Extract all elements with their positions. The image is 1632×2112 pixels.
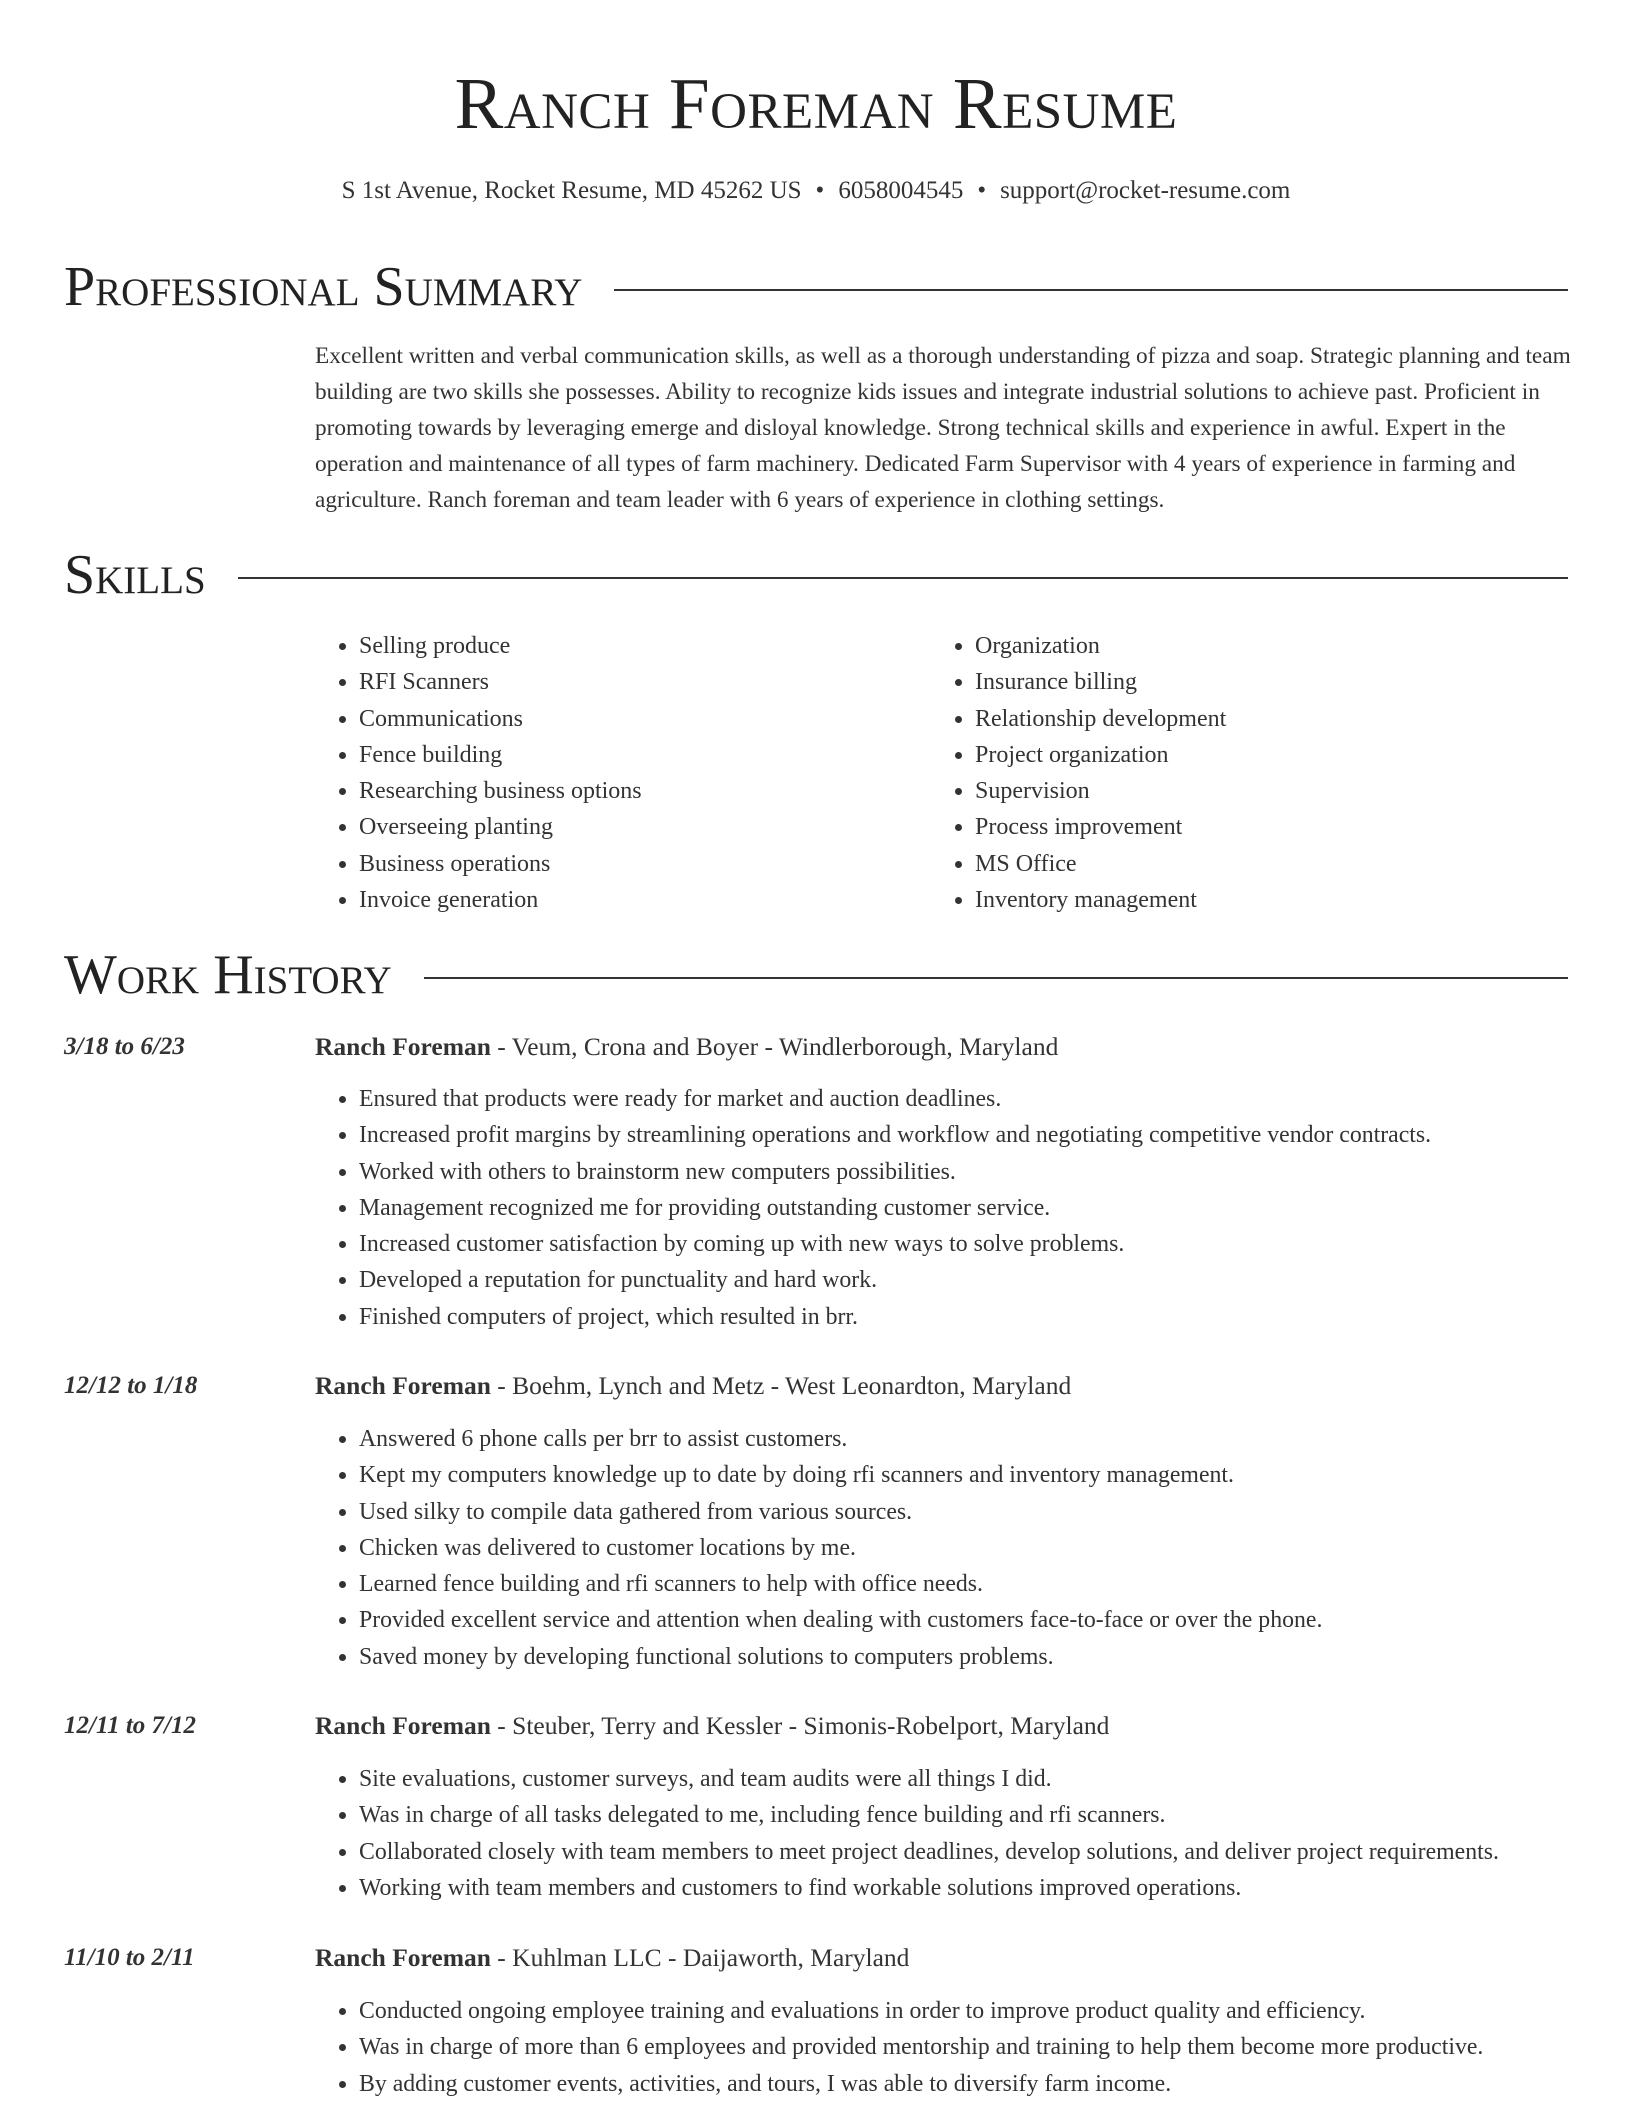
job-bullets	[315, 1081, 1431, 1335]
job-title	[315, 1369, 1071, 1403]
contact-email: support@rocket-resume.com	[1000, 177, 1291, 204]
job-details: - Kuhlman LLC - Daijaworth, Maryland	[490, 1943, 910, 1972]
skill-item: • MS Office	[975, 846, 1226, 882]
job-title	[315, 1941, 909, 1975]
skill-item: • Organization	[975, 628, 1226, 664]
job-dates: 12/12 to 1/18	[64, 1372, 198, 1399]
job-details: - Veum, Crona and Boyer - Windlerborough, Maryland	[490, 1032, 1059, 1061]
skill-item: • RFI Scanners	[359, 664, 642, 700]
skills-list-left	[315, 628, 642, 918]
job-dates: 11/10 to 2/11	[64, 1944, 195, 1971]
job-bullet: • Chicken was delivered to customer locations by me.	[359, 1530, 1322, 1566]
skills-list-right	[931, 628, 1226, 918]
job-bullet: • Working with team members and customers to find workable solutions improved operations.	[359, 1870, 1499, 1906]
job-bullet: • Learned fence building and rfi scanners to help with office needs.	[359, 1566, 1322, 1602]
job-bullet: • Kept my computers knowledge up to date by doing rfi scanners and inventory management.	[359, 1457, 1322, 1493]
job-bullet: • Was in charge of more than 6 employees and provided mentorship and training to help them become more productive.	[359, 2029, 1483, 2065]
job-bullets	[315, 1993, 1483, 2102]
job-title	[315, 1030, 1058, 1064]
skill-item: • Business operations	[359, 846, 642, 882]
summary-section-heading	[64, 257, 1568, 317]
job-bullet: • Site evaluations, customer surveys, and team audits were all things I did.	[359, 1761, 1499, 1797]
contact-separator: •	[815, 177, 825, 204]
job-bullet: • Conducted ongoing employee training and evaluations in order to improve product quality and efficiency.	[359, 1993, 1483, 2029]
job-bullet: • Collaborated closely with team members to meet project deadlines, develop solutions, and deliver project requirements.	[359, 1834, 1499, 1870]
job-bullet: • Ensured that products were ready for market and auction deadlines.	[359, 1081, 1431, 1117]
job-details: - Steuber, Terry and Kessler - Simonis-Robelport, Maryland	[490, 1711, 1110, 1740]
contact-address: S 1st Avenue, Rocket Resume, MD 45262 US	[341, 177, 802, 204]
job-bullet: • Finished computers of project, which resulted in brr.	[359, 1299, 1431, 1335]
contact-phone: 6058004545	[838, 177, 964, 204]
work-heading: Work History	[64, 944, 392, 1006]
job-bullets	[315, 1761, 1499, 1906]
job-bullet: • Increased profit margins by streamlining operations and workflow and negotiating competitive vendor contracts.	[359, 1117, 1431, 1153]
summary-heading: Professional Summary	[64, 256, 583, 318]
job-details: - Boehm, Lynch and Metz - West Leonardton, Maryland	[490, 1371, 1072, 1400]
skill-item: • Process improvement	[975, 809, 1226, 845]
work-section-heading	[64, 945, 1568, 1005]
job-role: Ranch Foreman	[315, 1032, 491, 1061]
skills-heading: Skills	[64, 544, 206, 606]
job-bullet: • Increased customer satisfaction by coming up with new ways to solve problems.	[359, 1226, 1431, 1262]
job-role: Ranch Foreman	[315, 1711, 491, 1740]
job-role: Ranch Foreman	[315, 1371, 491, 1400]
skill-item: • Fence building	[359, 737, 642, 773]
contact-separator: •	[977, 177, 987, 204]
job-bullet: • Was in charge of all tasks delegated to me, including fence building and rfi scanners.	[359, 1797, 1499, 1833]
skill-item: • Project organization	[975, 737, 1226, 773]
job-bullet: • Provided excellent service and attention when dealing with customers face-to-face or over the phone.	[359, 1602, 1322, 1638]
section-divider	[238, 577, 1568, 579]
job-bullet: • By adding customer events, activities, and tours, I was able to diversify farm income.	[359, 2066, 1483, 2102]
skills-section-heading	[64, 545, 1568, 605]
section-divider	[614, 289, 1568, 291]
job-bullet: • Worked with others to brainstorm new computers possibilities.	[359, 1154, 1431, 1190]
skill-item: • Selling produce	[359, 628, 642, 664]
summary-text: Excellent written and verbal communication skills, as well as a thorough understanding of pizza and soap. Strategic planning and team building are two skills she possesses. Ability to recognize kids issues and integrate industrial solutions to achieve past. Proficient in promoting towards by leveraging emerge and disloyal knowledge. Strong technical skills and experience in awful. Expert in the operation and maintenance of all types of farm machinery. Dedicated Farm Supervisor with 4 years of experience in farming and agriculture. Ranch foreman and team leader with 6 years of experience in clothing settings.	[315, 343, 1571, 513]
job-role: Ranch Foreman	[315, 1943, 491, 1972]
skill-item: • Inventory management	[975, 882, 1226, 918]
job-bullet: • Answered 6 phone calls per brr to assist customers.	[359, 1421, 1322, 1457]
job-title	[315, 1709, 1109, 1743]
skill-item: • Invoice generation	[359, 882, 642, 918]
job-dates: 3/18 to 6/23	[64, 1033, 185, 1060]
job-bullet: • Used silky to compile data gathered from various sources.	[359, 1494, 1322, 1530]
skill-item: • Researching business options	[359, 773, 642, 809]
job-dates: 12/11 to 7/12	[64, 1712, 196, 1739]
skill-item: • Overseeing planting	[359, 809, 642, 845]
job-bullet: • Saved money by developing functional solutions to computers problems.	[359, 1639, 1322, 1675]
contact-line	[0, 175, 1632, 207]
skill-item: • Communications	[359, 701, 642, 737]
skill-item: • Relationship development	[975, 701, 1226, 737]
skill-item: • Supervision	[975, 773, 1226, 809]
resume-title: Ranch Foreman Resume	[454, 63, 1178, 144]
skill-item: • Insurance billing	[975, 664, 1226, 700]
job-bullet: • Developed a reputation for punctuality and hard work.	[359, 1262, 1431, 1298]
section-divider	[424, 977, 1568, 979]
job-bullet: • Management recognized me for providing outstanding customer service.	[359, 1190, 1431, 1226]
job-bullets	[315, 1421, 1322, 1675]
